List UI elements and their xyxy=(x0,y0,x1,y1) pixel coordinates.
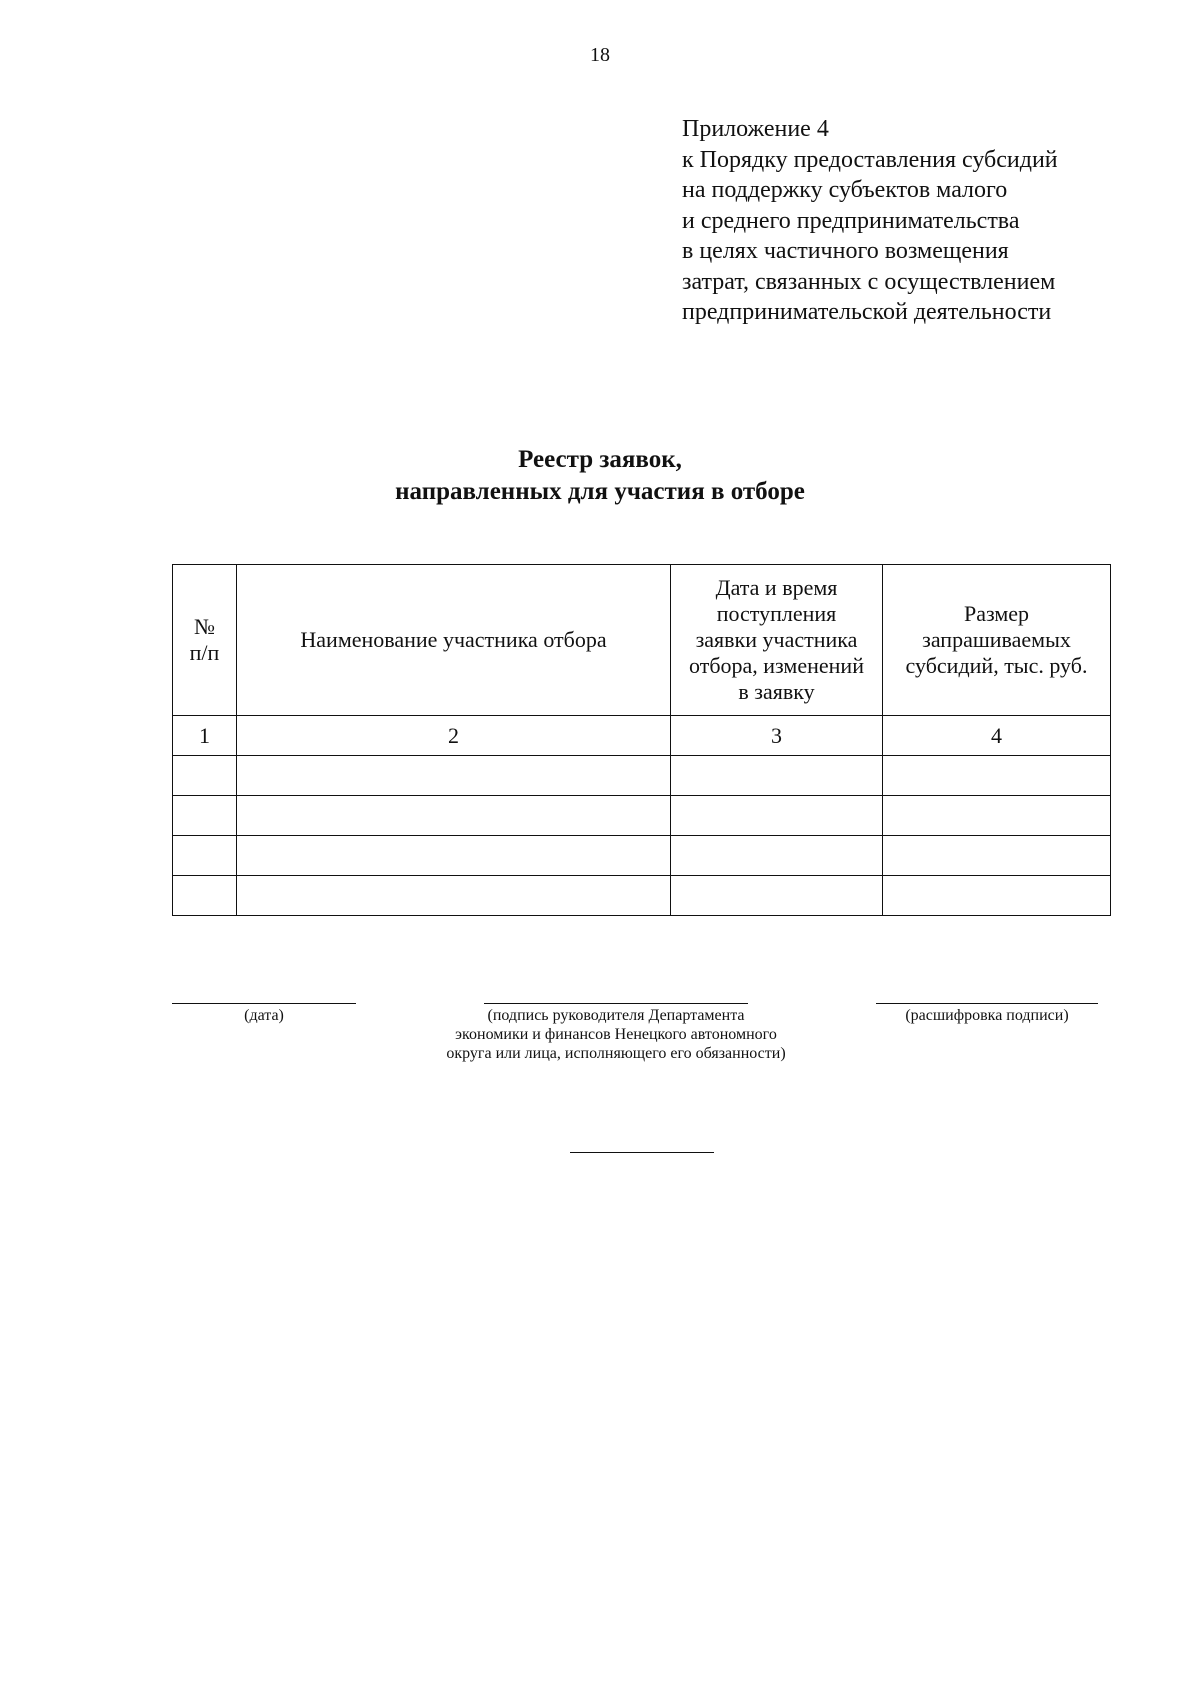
table-cell xyxy=(883,836,1111,876)
table-cell xyxy=(671,836,883,876)
table-cell xyxy=(883,796,1111,836)
signature-decoding-line xyxy=(876,1003,1098,1004)
header-cell-number xyxy=(173,565,237,716)
document-title-line: направленных для участия в отборе xyxy=(395,478,805,505)
signature-line xyxy=(484,1003,748,1004)
date-caption xyxy=(172,1006,356,1025)
header-text: п/п xyxy=(189,640,220,665)
header-text: субсидий, тыс. руб. xyxy=(905,653,1088,678)
appendix-line: Приложение 4 xyxy=(682,116,829,142)
table-cell xyxy=(173,756,237,796)
table-cell xyxy=(671,796,883,836)
date-line xyxy=(172,1003,356,1004)
table-cell xyxy=(237,756,671,796)
table-header-row xyxy=(173,565,1111,716)
signature-caption xyxy=(396,1006,836,1063)
header-text: отбора, изменений xyxy=(689,653,864,678)
signature-caption-line: (подпись руководителя Департамента xyxy=(487,1007,745,1024)
signature-decoding-text: (расшифровка подписи) xyxy=(905,1007,1069,1024)
page-number: 18 xyxy=(590,44,610,66)
registry-table xyxy=(172,564,1111,916)
signature-caption-line: округа или лица, исполняющего его обязанности) xyxy=(446,1045,786,1062)
signature-caption-line: экономики и финансов Ненецкого автономного xyxy=(455,1026,777,1043)
header-text: Дата и время xyxy=(715,575,838,600)
appendix-line: на поддержку субъектов малого xyxy=(682,177,1008,203)
table-row xyxy=(173,876,1111,916)
appendix-line: и среднего предпринимательства xyxy=(682,207,1020,234)
column-numbering-row xyxy=(173,716,1111,756)
document-title-line: Реестр заявок, xyxy=(518,446,682,473)
date-caption-text: (дата) xyxy=(244,1007,284,1024)
table-cell xyxy=(237,796,671,836)
table-cell xyxy=(671,876,883,916)
appendix-line: к Порядку предоставления субсидий xyxy=(682,146,1058,173)
header-text: запрашиваемых xyxy=(922,627,1071,652)
appendix-line: в целях частичного возмещения xyxy=(682,238,1009,264)
header-text: в заявку xyxy=(738,679,815,704)
header-cell-date-time xyxy=(671,565,883,716)
table-row xyxy=(173,836,1111,876)
table-cell xyxy=(173,836,237,876)
document-end-rule xyxy=(570,1152,714,1153)
document-title xyxy=(0,444,1200,508)
header-text: заявки участника xyxy=(695,627,858,652)
table-cell xyxy=(883,756,1111,796)
appendix-line: затрат, связанных с осуществлением xyxy=(682,268,1056,295)
appendix-line: предпринимательской деятельности xyxy=(682,299,1052,325)
header-cell-participant-name xyxy=(237,565,671,716)
appendix-reference xyxy=(682,114,1182,328)
table-cell xyxy=(237,836,671,876)
header-text: № xyxy=(194,614,215,639)
table-cell xyxy=(883,876,1111,916)
table-cell xyxy=(671,756,883,796)
table-cell xyxy=(173,876,237,916)
table-row xyxy=(173,796,1111,836)
table-cell xyxy=(173,796,237,836)
table-cell xyxy=(237,876,671,916)
header-text: Размер xyxy=(963,601,1030,626)
column-number-cell: 4 xyxy=(883,716,1111,756)
column-number-cell: 2 xyxy=(237,716,671,756)
table-row xyxy=(173,756,1111,796)
column-number-cell: 3 xyxy=(671,716,883,756)
signature-decoding-caption xyxy=(876,1006,1098,1025)
header-cell-subsidy-amount xyxy=(883,565,1111,716)
header-text: Наименование участника отбора xyxy=(300,627,607,652)
header-text: поступления xyxy=(716,601,837,626)
column-number-cell: 1 xyxy=(173,716,237,756)
